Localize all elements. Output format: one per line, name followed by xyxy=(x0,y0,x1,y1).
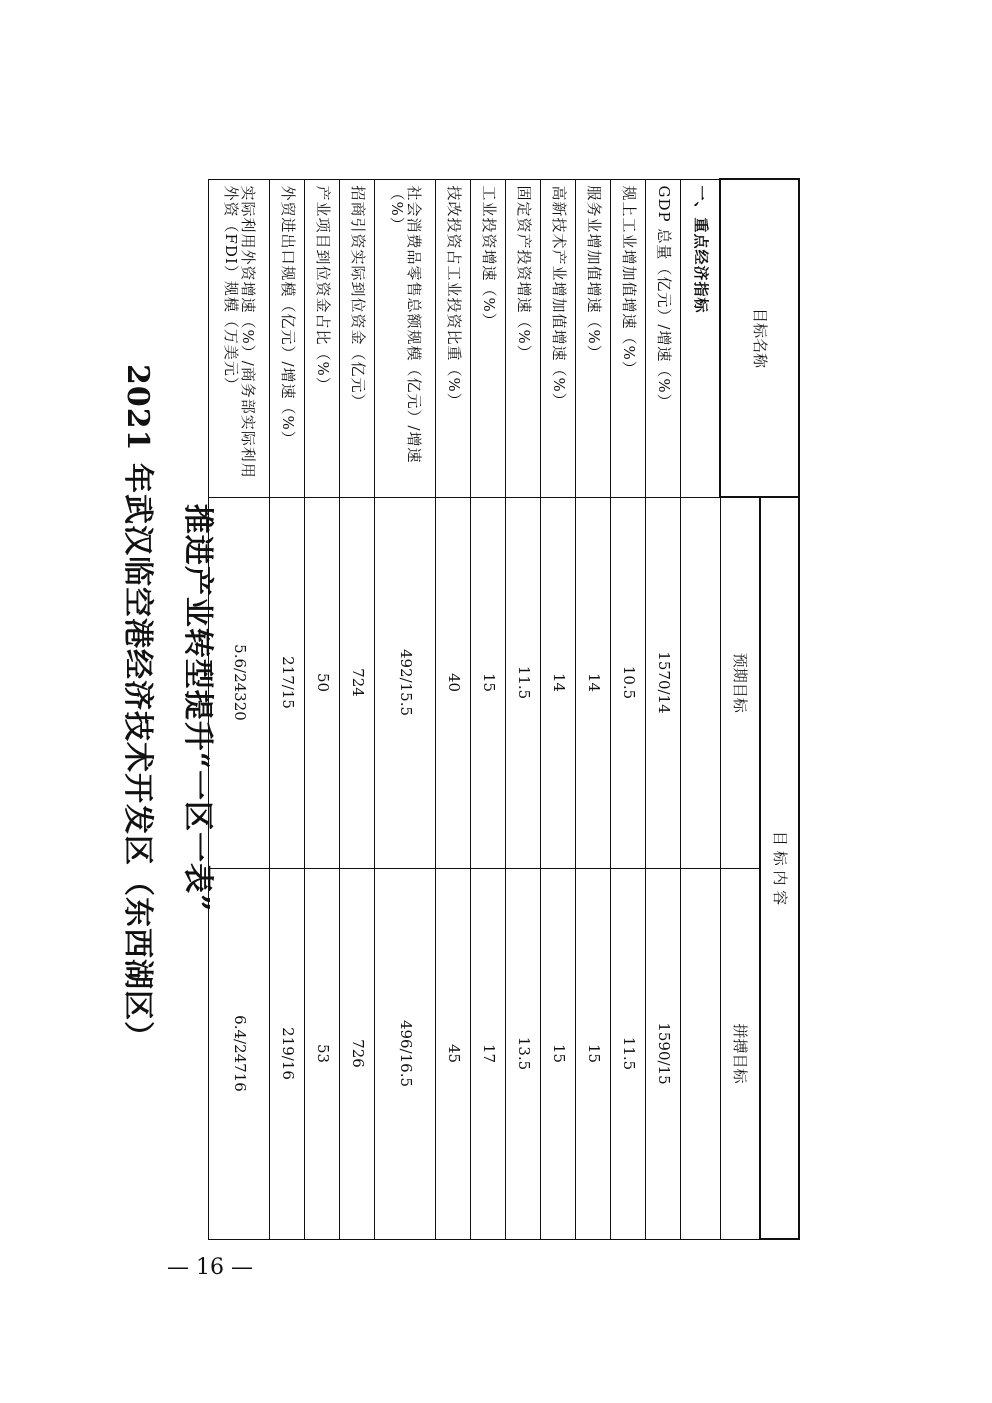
row-expected: 1570/14 xyxy=(646,497,681,868)
row-name: 工业投资增速（%） xyxy=(471,179,506,497)
section-cell-empty xyxy=(681,497,721,868)
row-name: 社会消费品零售总额规模（亿元）/增速（%） xyxy=(375,179,436,497)
table-row xyxy=(436,179,471,1239)
row-expected: 492/15.5 xyxy=(375,497,436,868)
table-row xyxy=(611,179,646,1239)
table-row xyxy=(506,179,541,1239)
row-stretch: 15 xyxy=(541,868,576,1239)
title-line-2: 推进产业转型提升“一区一表” xyxy=(180,503,215,913)
row-expected: 10.5 xyxy=(611,497,646,868)
title-line-1: 2021 年武汉临空港经济技术开发区（东西湖区） xyxy=(120,364,155,1052)
section-row xyxy=(681,179,721,1239)
table-row xyxy=(375,179,436,1239)
row-expected: 217/15 xyxy=(270,497,305,868)
row-expected: 14 xyxy=(576,497,611,868)
row-name: 外贸进出口规模（亿元）/增速（%） xyxy=(270,179,305,497)
row-name: 规上工业增加值增速（%） xyxy=(611,179,646,497)
row-expected: 14 xyxy=(541,497,576,868)
table-row xyxy=(576,179,611,1239)
row-name: 高新技术产业增加值增速（%） xyxy=(541,179,576,497)
row-expected: 40 xyxy=(436,497,471,868)
table-header-row-1 xyxy=(760,179,799,1239)
row-name: GDP 总量（亿元）/增速（%） xyxy=(646,179,681,497)
row-stretch: 6.4/24716 xyxy=(209,868,270,1239)
row-stretch: 219/16 xyxy=(270,868,305,1239)
row-expected: 5.6/24320 xyxy=(209,497,270,868)
section-title: 一、重点经济指标 xyxy=(681,179,721,497)
row-expected: 50 xyxy=(305,497,340,868)
row-stretch: 15 xyxy=(576,868,611,1239)
table-row xyxy=(471,179,506,1239)
page-number: — 16 — xyxy=(167,1255,253,1280)
row-name: 固定资产投资增速（%） xyxy=(506,179,541,497)
row-expected: 724 xyxy=(340,497,375,868)
table-row xyxy=(270,179,305,1239)
col-name-header: 目标名称 xyxy=(721,179,800,497)
row-name: 服务业增加值增速（%） xyxy=(576,179,611,497)
row-stretch: 1590/15 xyxy=(646,868,681,1239)
row-stretch: 11.5 xyxy=(611,868,646,1239)
row-stretch: 13.5 xyxy=(506,868,541,1239)
col-group-header: 目 标 内 容 xyxy=(760,497,799,1239)
col-stretch-header: 拼搏目标 xyxy=(721,868,761,1239)
row-expected: 11.5 xyxy=(506,497,541,868)
row-expected: 15 xyxy=(471,497,506,868)
table-row xyxy=(340,179,375,1239)
row-stretch: 726 xyxy=(340,868,375,1239)
row-stretch: 53 xyxy=(305,868,340,1239)
table-row xyxy=(209,179,270,1239)
rotated-content xyxy=(120,178,800,1238)
table-row xyxy=(305,179,340,1239)
col-expected-header: 预期目标 xyxy=(721,497,761,868)
section-cell-empty xyxy=(681,868,721,1239)
row-name: 技改投资占工业投资比重（%） xyxy=(436,179,471,497)
row-name: 产业项目到位资金占比（%） xyxy=(305,179,340,497)
row-stretch: 496/16.5 xyxy=(375,868,436,1239)
table-row xyxy=(541,179,576,1239)
row-stretch: 17 xyxy=(471,868,506,1239)
row-stretch: 45 xyxy=(436,868,471,1239)
table-row xyxy=(646,179,681,1239)
target-table xyxy=(209,178,801,1240)
row-name: 招商引资实际到位资金（亿元） xyxy=(340,179,375,497)
row-name: 实际利用外资增速（%）/商务部实际利用外资（FDI）规模（万美元） xyxy=(209,179,270,497)
